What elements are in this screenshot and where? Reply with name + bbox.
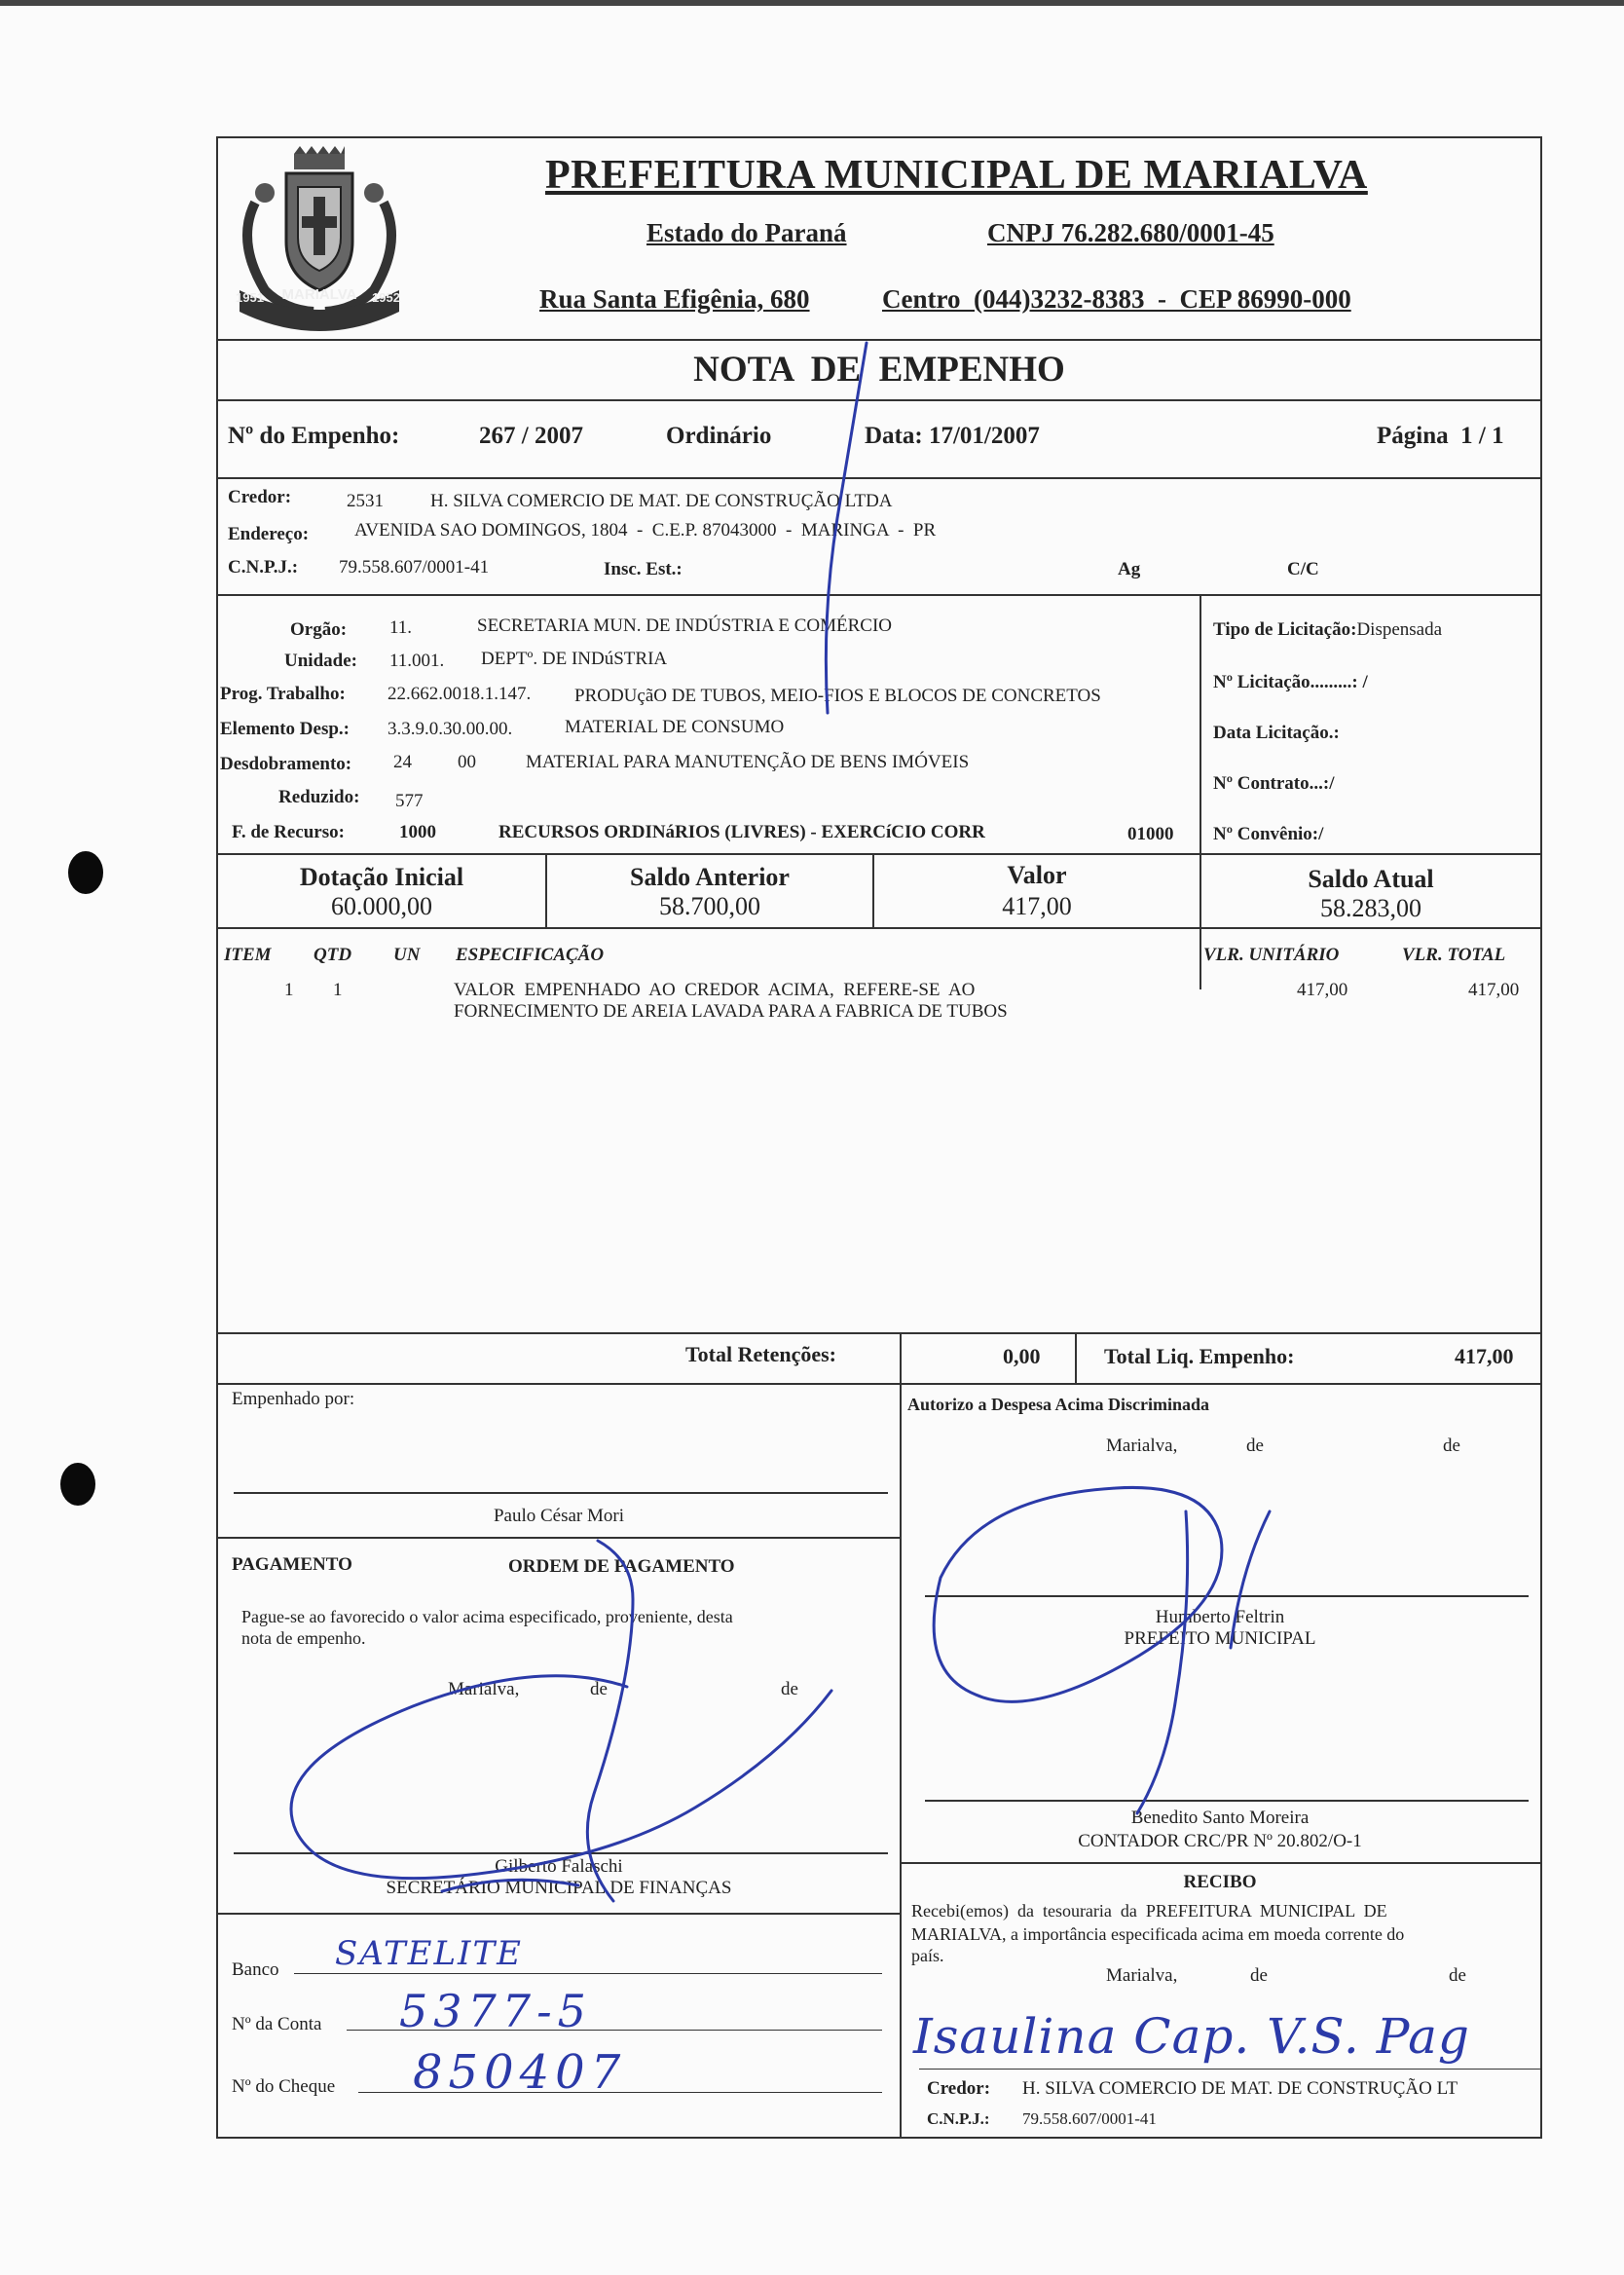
conta-value: 5377-5	[399, 1985, 592, 2037]
page-indicator: Página 1 / 1	[1377, 423, 1504, 449]
credor-label: Credor:	[228, 487, 292, 507]
desdobramento-b: 00	[458, 752, 476, 772]
orgao-code: 11.	[389, 617, 413, 638]
col-vlr-unitario-header: VLR. UNITÁRIO	[1203, 945, 1340, 965]
item-spec-line1: VALOR EMPENHADO AO CREDOR ACIMA, REFERE-SE AO	[454, 980, 976, 1000]
elemento-code: 3.3.9.0.30.00.00.	[388, 719, 513, 739]
item-number: 1	[284, 980, 294, 1000]
dotacao-inicial-value: 60.000,00	[331, 892, 432, 920]
recibo-de1: de	[1250, 1965, 1268, 1986]
empenho-number-label: Nº do Empenho:	[228, 423, 400, 449]
tipo-licitacao-label: Tipo de Licitação:	[1213, 619, 1357, 640]
recibo-credor-label: Credor:	[927, 2078, 991, 2099]
total-retencoes-label: Total Retenções:	[685, 1342, 836, 1366]
numero-licitacao: Nº Licitação.........: /	[1213, 672, 1368, 692]
unidade-code: 11.001.	[389, 651, 445, 671]
prog-trabalho-label: Prog. Trabalho:	[220, 684, 346, 704]
tipo-licitacao-value: Dispensada	[1356, 619, 1443, 640]
pagamento-de2: de	[781, 1679, 798, 1699]
prefeito-signature-tick	[1231, 1511, 1270, 1648]
nota-de-empenho-form	[216, 136, 1542, 2139]
empenhado-por-label: Empenhado por:	[232, 1389, 355, 1409]
recurso-label: F. de Recurso:	[232, 822, 345, 842]
pagamento-place: Marialva,	[448, 1679, 520, 1699]
ag-label: Ag	[1118, 559, 1141, 579]
elemento-name: MATERIAL DE CONSUMO	[565, 717, 785, 737]
recurso-code: 1000	[399, 822, 436, 842]
desdobramento-label: Desdobramento:	[220, 754, 352, 774]
numero-contrato: Nº Contrato...:/	[1213, 773, 1335, 794]
cnpj-value: 79.558.607/0001-41	[339, 557, 490, 578]
municipality-title: PREFEITURA MUNICIPAL DE MARIALVA	[545, 153, 1368, 198]
autorizo-de2: de	[1443, 1436, 1460, 1456]
recibo-credor-value: H. SILVA COMERCIO DE MAT. DE CONSTRUÇÃO LT	[1022, 2078, 1458, 2099]
pagamento-signature-underline	[442, 1880, 578, 1891]
crest-banner-text: MARIALVA	[281, 286, 357, 303]
data-licitacao: Data Licitação.:	[1213, 723, 1340, 743]
municipality-contact: Centro (044)3232-8383 - CEP 86990-000	[882, 284, 1351, 314]
crest-year-left: 1951	[236, 290, 264, 305]
cc-label: C/C	[1287, 559, 1319, 579]
saldo-anterior-label: Saldo Anterior	[630, 863, 790, 891]
elemento-label: Elemento Desp.:	[220, 719, 350, 739]
ordem-pagamento-title: ORDEM DE PAGAMENTO	[508, 1556, 735, 1577]
scan-edge	[0, 0, 1624, 6]
saldo-atual-value: 58.283,00	[1320, 894, 1421, 922]
recurso-ref: 01000	[1127, 824, 1174, 844]
insc-est-label: Insc. Est.:	[604, 559, 683, 579]
state-name: Estado do Paraná	[646, 218, 847, 247]
prefeito-signature-stroke	[1137, 1511, 1188, 1813]
recibo-text-line3: país.	[911, 1946, 944, 1965]
recibo-cnpj-label: C.N.P.J.:	[927, 2109, 990, 2128]
banco-label: Banco	[232, 1959, 279, 1980]
recibo-de2: de	[1449, 1965, 1466, 1986]
desdobramento-name: MATERIAL PARA MANUTENÇÃO DE BENS IMÓVEIS	[526, 752, 970, 772]
reduzido-label: Reduzido:	[278, 787, 360, 807]
saldo-atual-label: Saldo Atual	[1308, 865, 1434, 893]
recibo-cnpj-value: 79.558.607/0001-41	[1022, 2109, 1157, 2128]
pagamento-signer-role: SECRETÁRIO MUNICIPAL DE FINANÇAS	[386, 1878, 732, 1898]
prog-trabalho-name: PRODUçãO DE TUBOS, MEIO-FIOS E BLOCOS DE CONCRETOS	[574, 686, 1101, 706]
empenho-type: Ordinário	[666, 423, 772, 449]
cnpj-label: C.N.P.J.:	[228, 557, 299, 578]
conta-label: Nº da Conta	[232, 2014, 322, 2034]
col-qtd-header: QTD	[314, 945, 352, 965]
pagamento-label: PAGAMENTO	[232, 1554, 352, 1575]
recurso-name: RECURSOS ORDINáRIOS (LIVRES) - EXERCíCIO CORR	[498, 822, 985, 842]
recibo-text-line2: MARIALVA, a importância especificada acima em moeda corrente do	[911, 1924, 1405, 1944]
autorizo-place: Marialva,	[1106, 1436, 1178, 1456]
prog-trabalho-code: 22.662.0018.1.147.	[388, 684, 532, 704]
prefeito-role: PREFEITO MUNICIPAL	[1124, 1628, 1316, 1649]
punch-hole-top	[68, 851, 103, 894]
unidade-label: Unidade:	[284, 651, 357, 671]
credor-code: 2531	[347, 491, 384, 511]
desdobramento-a: 24	[393, 752, 412, 772]
recibo-handwritten-signature: Isaulina Cap. V.S. Pag	[913, 2008, 1470, 2065]
col-un-header: UN	[393, 945, 421, 965]
recibo-place: Marialva,	[1106, 1965, 1178, 1986]
crest-year-right: 1952	[372, 290, 400, 305]
col-especificacao-header: ESPECIFICAÇÃO	[456, 945, 605, 965]
contador-name: Benedito Santo Moreira	[1130, 1808, 1310, 1828]
municipality-cnpj: CNPJ 76.282.680/0001-45	[987, 218, 1274, 247]
punch-hole-bottom	[60, 1463, 95, 1506]
item-spec-line2: FORNECIMENTO DE AREIA LAVADA PARA A FABRICA DE TUBOS	[454, 1001, 1008, 1022]
autorizo-title: Autorizo a Despesa Acima Discriminada	[907, 1395, 1209, 1414]
pagamento-text-line2: nota de empenho.	[241, 1628, 366, 1648]
item-vlr-total: 417,00	[1468, 980, 1520, 1000]
orgao-label: Orgão:	[290, 619, 348, 640]
orgao-name: SECRETARIA MUN. DE INDÚSTRIA E COMÉRCIO	[477, 615, 892, 636]
col-vlr-total-header: VLR. TOTAL	[1402, 945, 1506, 965]
reduzido-value: 577	[395, 791, 424, 811]
numero-convenio: Nº Convênio:/	[1213, 824, 1324, 844]
endereco-label: Endereço:	[228, 524, 310, 544]
pagamento-text-line1: Pague-se ao favorecido o valor acima especificado, proveniente, desta	[241, 1607, 733, 1626]
item-qtd: 1	[333, 980, 343, 1000]
cheque-label: Nº do Cheque	[232, 2076, 336, 2097]
empenhado-por-name: Paulo César Mori	[493, 1506, 625, 1526]
ink-signatures	[218, 138, 1544, 2141]
ink-stroke-header	[826, 343, 867, 713]
unidade-name: DEPTº. DE INDúSTRIA	[481, 649, 668, 669]
banco-value: SATELITE	[335, 1934, 523, 1973]
item-vlr-unitario: 417,00	[1297, 980, 1348, 1000]
dotacao-inicial-label: Dotação Inicial	[299, 863, 464, 891]
pagamento-signature-loop	[291, 1676, 831, 1879]
endereco-value: AVENIDA SAO DOMINGOS, 1804 - C.E.P. 87043000 - MARINGA - PR	[354, 520, 937, 541]
pagamento-signer-name: Gilberto Falaschi	[495, 1856, 623, 1877]
contador-role: CONTADOR CRC/PR Nº 20.802/O-1	[1078, 1831, 1362, 1851]
empenho-date: Data: 17/01/2007	[865, 423, 1040, 449]
empenho-number: 267 / 2007	[479, 423, 583, 449]
pagamento-de1: de	[590, 1679, 608, 1699]
municipality-street: Rua Santa Efigênia, 680	[539, 284, 810, 314]
valor-label: Valor	[1007, 861, 1067, 889]
cheque-value: 850407	[413, 2045, 627, 2100]
autorizo-de1: de	[1246, 1436, 1264, 1456]
total-liquido-label: Total Liq. Empenho:	[1104, 1344, 1295, 1368]
valor-value: 417,00	[1002, 892, 1072, 920]
total-retencoes-value: 0,00	[1003, 1344, 1041, 1368]
document-title: NOTA DE EMPENHO	[693, 350, 1065, 390]
total-liquido-value: 417,00	[1455, 1344, 1514, 1368]
recibo-text-line1: Recebi(emos) da tesouraria da PREFEITURA MUNICIPAL DE	[911, 1901, 1387, 1921]
recibo-title: RECIBO	[1183, 1872, 1257, 1892]
prefeito-name: Humberto Feltrin	[1155, 1607, 1285, 1627]
credor-name: H. SILVA COMERCIO DE MAT. DE CONSTRUÇÃO LTDA	[430, 491, 893, 511]
saldo-anterior-value: 58.700,00	[659, 892, 760, 920]
col-item-header: ITEM	[224, 945, 272, 965]
